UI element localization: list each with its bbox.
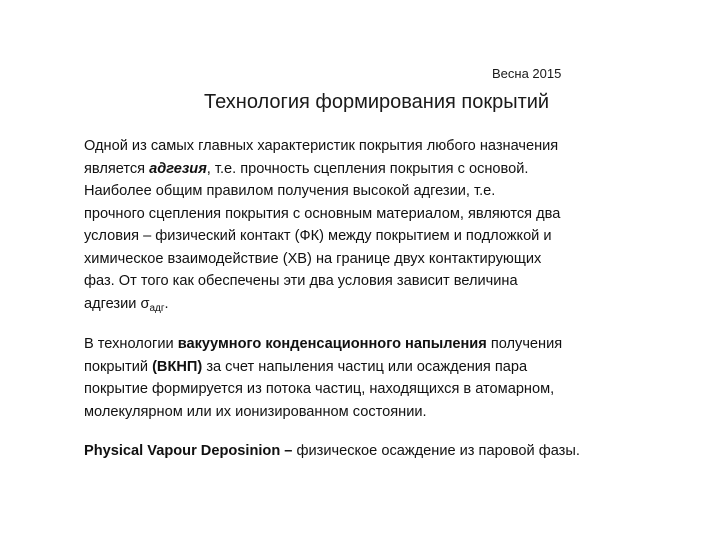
vknp-abbreviation: (ВКНП) bbox=[152, 358, 203, 375]
pvd-term: Physical Vapour Deposinion – bbox=[84, 443, 293, 459]
paragraph-line: Наиболее общим правилом получения высокой адгезии, т.е. bbox=[84, 183, 496, 199]
paragraph-adhesion bbox=[84, 135, 644, 320]
paragraph-line: прочного сцепления покрытия с основным материалом, являются два bbox=[84, 205, 561, 222]
vknp-term: вакуумного конденсационного напыления bbox=[177, 336, 487, 352]
text-run: за счет напыления частиц или осаждения пара bbox=[202, 358, 528, 375]
paragraph-line: условия – физический контакт (ФК) между покрытием и подложкой и bbox=[84, 228, 552, 244]
text-run: адгезии bbox=[84, 295, 141, 312]
paragraph-line: Одной из самых главных характеристик покрытия любого назначения bbox=[84, 138, 559, 154]
text-run: , т.е. прочность сцепления покрытия с основой. bbox=[206, 160, 529, 177]
text-run: является bbox=[84, 160, 150, 177]
paragraph-line bbox=[84, 333, 644, 356]
text-run: покрытий bbox=[84, 358, 153, 375]
text-run: . bbox=[164, 295, 169, 312]
adhesion-term: адгезия bbox=[149, 160, 207, 177]
paragraph-pvd bbox=[84, 440, 644, 463]
paragraph-line: фаз. От того как обеспечены эти два условия зависит величина bbox=[84, 273, 518, 289]
slide-title: Технология формирования покрытий bbox=[204, 91, 550, 113]
sigma-subscript: адг bbox=[149, 302, 165, 314]
paragraph-line bbox=[84, 293, 644, 321]
text-run: физическое осаждение из паровой фазы. bbox=[292, 443, 580, 459]
text-run: получения bbox=[486, 336, 563, 352]
text-run: В технологии bbox=[84, 336, 178, 352]
semester-label: Весна 2015 bbox=[492, 66, 562, 81]
paragraph-line bbox=[84, 356, 644, 379]
paragraph-line: химическое взаимодействие (ХВ) на границе двух контактирующих bbox=[84, 250, 542, 267]
paragraph-line: молекулярном или их ионизированном состоянии. bbox=[84, 403, 427, 420]
paragraph-line: покрытие формируется из потока частиц, находящихся в атомарном, bbox=[84, 381, 555, 397]
paragraph-line bbox=[84, 440, 644, 463]
paragraph-line bbox=[84, 158, 644, 181]
paragraph-vknp bbox=[84, 333, 644, 423]
sigma-symbol: σ bbox=[140, 295, 150, 312]
